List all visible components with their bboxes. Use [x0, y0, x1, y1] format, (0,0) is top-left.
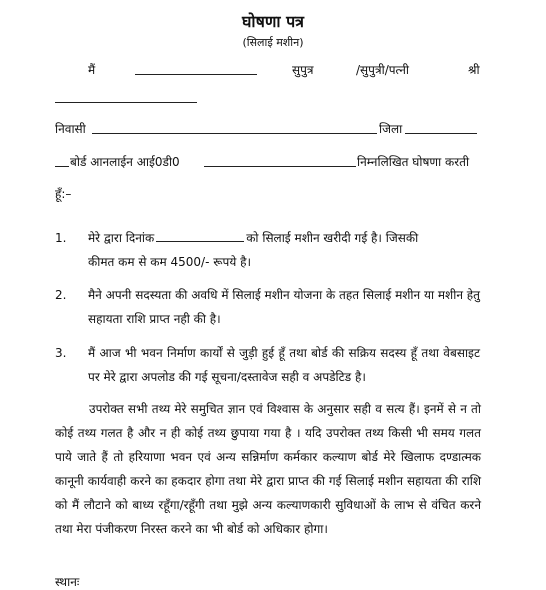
item-number: 2.	[55, 288, 67, 302]
item-number: 1.	[55, 231, 67, 245]
item-number: 3.	[55, 346, 67, 360]
name-field[interactable]	[135, 74, 257, 75]
label-son-of: सुपुत्र	[292, 63, 314, 77]
district-field[interactable]	[405, 133, 477, 134]
label-shri: श्री	[468, 63, 480, 77]
closing-paragraph: उपरोक्त सभी तथ्य मेरे समुचित ज्ञान एवं विश्वास के अनुसार सही व सत्य हैं। इनमें से न तो कोई तथ्य गलत है और न ही कोई तथ्य छुपाया गया है । यदि उपरोक्त तथ्य किसी भी समय गलत पाये जाते हैं तो हरियाणा भवन एवं अन्य सन्निर्माण कर्मकार कल्याण बोर्ड मेरे खिलाफ दण्डात्मक कानूनी कार्यवाही करने का हकदार होगा तथा मेरे द्वारा प्राप्त की गई सिलाई मशीन सहायता की राशि को मैं लौटाने को बाध्य रहूँगा/रहूँगी तथा मुझे अन्य कल्याणकारी सुविधाओं के लाभ से वंचित करने तथा मेरा पंजीकरण निरस्त करने का भी बोर्ड को अधिकार होगा।	[55, 402, 481, 536]
label-main: मैं	[88, 63, 96, 77]
father-name-field[interactable]	[55, 102, 197, 103]
list-item: मैने अपनी सदस्यता की अवधि में सिलाई मशीन योजना के तहत सिलाई मशीन या मशीन हेतु सहायता राशि प्राप्त नही की है।	[88, 288, 481, 326]
item-1-text-line2: कीमत कम से कम 4500/- रूपये है।	[88, 255, 252, 269]
label-declare: निम्नलिखित घोषणा करती	[357, 155, 470, 169]
board-prefix-field[interactable]	[55, 166, 69, 167]
date-field[interactable]	[156, 229, 244, 242]
label-district: जिला	[379, 122, 403, 136]
item-1-text-before: मेरे द्वारा दिनांक	[88, 231, 155, 245]
document-subtitle: (सिलाई मशीन)	[242, 36, 304, 49]
address-field[interactable]	[92, 133, 377, 134]
board-id-field[interactable]	[204, 166, 356, 167]
label-board-id: बोर्ड आनलाईन आई0डी0	[70, 155, 180, 169]
document-title: घोषणा पत्र	[241, 12, 305, 31]
place-label: स्थानः	[55, 575, 80, 589]
item-1-text-after: को सिलाई मशीन खरीदी गई है। जिसकी	[246, 231, 419, 245]
label-resident: निवासी	[55, 122, 86, 136]
list-item: मैं आज भी भवन निर्माण कार्यों से जुड़ी हुई हूँ तथा बोर्ड की सक्रिय सदस्य हूँ तथा वेबसाइट पर मेरे द्वारा अपलोड की गई सूचना/दस्तावेज सही व अपडेटिड है।	[88, 346, 480, 384]
label-relation: /सुपुत्री/पत्नी	[356, 63, 410, 77]
list-item	[88, 226, 480, 274]
label-hoon: हूँ:–	[55, 187, 72, 201]
